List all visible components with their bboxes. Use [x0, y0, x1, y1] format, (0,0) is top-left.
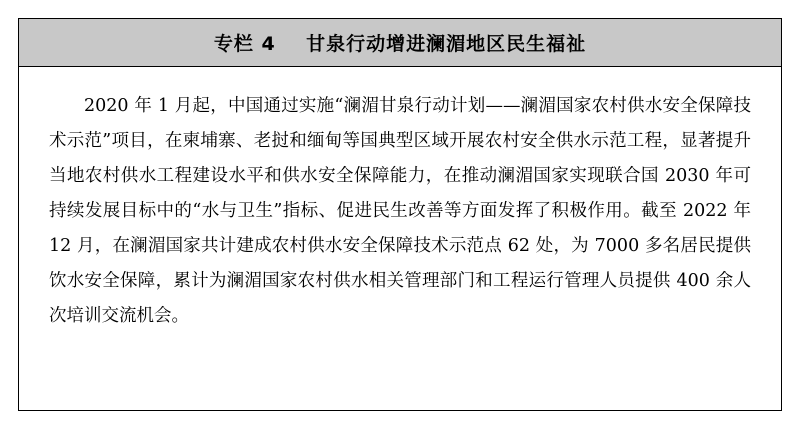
- callout-body-paragraph: 2020 年 1 月起，中国通过实施“澜湄甘泉行动计划——澜湄国家农村供水安全保障技术示范”项目，在柬埔寨、老挝和缅甸等国典型区域开展农村安全供水示范工程，显著提升当地农村供水工程建设水平和供水安全保障能力，在推动澜湄国家实现联合国 2030 年可持续发展目标中的“水与卫生”指标、促进民生改善等方面发挥了积极作用。截至 2022 年 12 月，在澜湄国家共计建成农村供水安全保障技术示范点 62 处，为 7000 多名居民提供饮水安全保障，累计为澜湄国家农村供水相关管理部门和工程运行管理人员提供 400 余人次培训交流机会。: [49, 96, 751, 326]
- callout-box-header: [19, 19, 781, 67]
- callout-box-title: 专栏 4 甘泉行动增进澜湄地区民生福祉: [213, 33, 587, 55]
- callout-box-body: [19, 67, 781, 352]
- callout-box: [18, 18, 782, 411]
